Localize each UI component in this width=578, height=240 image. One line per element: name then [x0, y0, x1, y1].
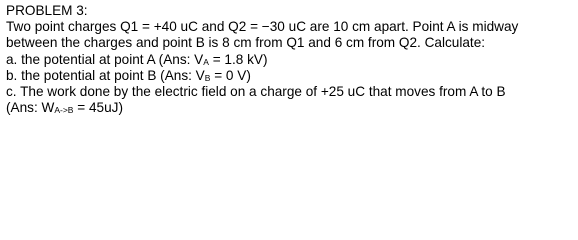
part-c-answer: = 45uJ): [73, 100, 123, 116]
part-c-subscript: A->B: [54, 105, 74, 116]
part-a: [6, 52, 576, 68]
problem-title: PROBLEM 3:: [6, 3, 88, 18]
part-b: [6, 68, 576, 84]
part-a-answer: = 1.8 kV): [208, 51, 268, 67]
part-b-answer: = 0 V): [210, 67, 251, 83]
problem-statement-line-2: between the charges and point B is 8 cm from Q1 and 6 cm from Q2. Calculate:: [6, 35, 486, 51]
part-b-text: b. the potential at point B (Ans: V: [6, 67, 205, 83]
part-b-subscript: B: [204, 72, 211, 83]
problem-statement-line-1: Two point charges Q1 = +40 uC and Q2 = −30 uC are 10 cm apart. Point A is midway: [6, 19, 519, 35]
part-a-subscript: A: [203, 56, 209, 67]
part-a-text: a. the potential at point A (Ans: V: [6, 51, 204, 67]
part-c-answer-line: [6, 100, 576, 116]
part-c-question: c. The work done by the electric field on a charge of +25 uC that moves from A to B: [6, 83, 506, 99]
part-c-text: (Ans: W: [6, 100, 55, 116]
problem-document: [6, 3, 576, 116]
